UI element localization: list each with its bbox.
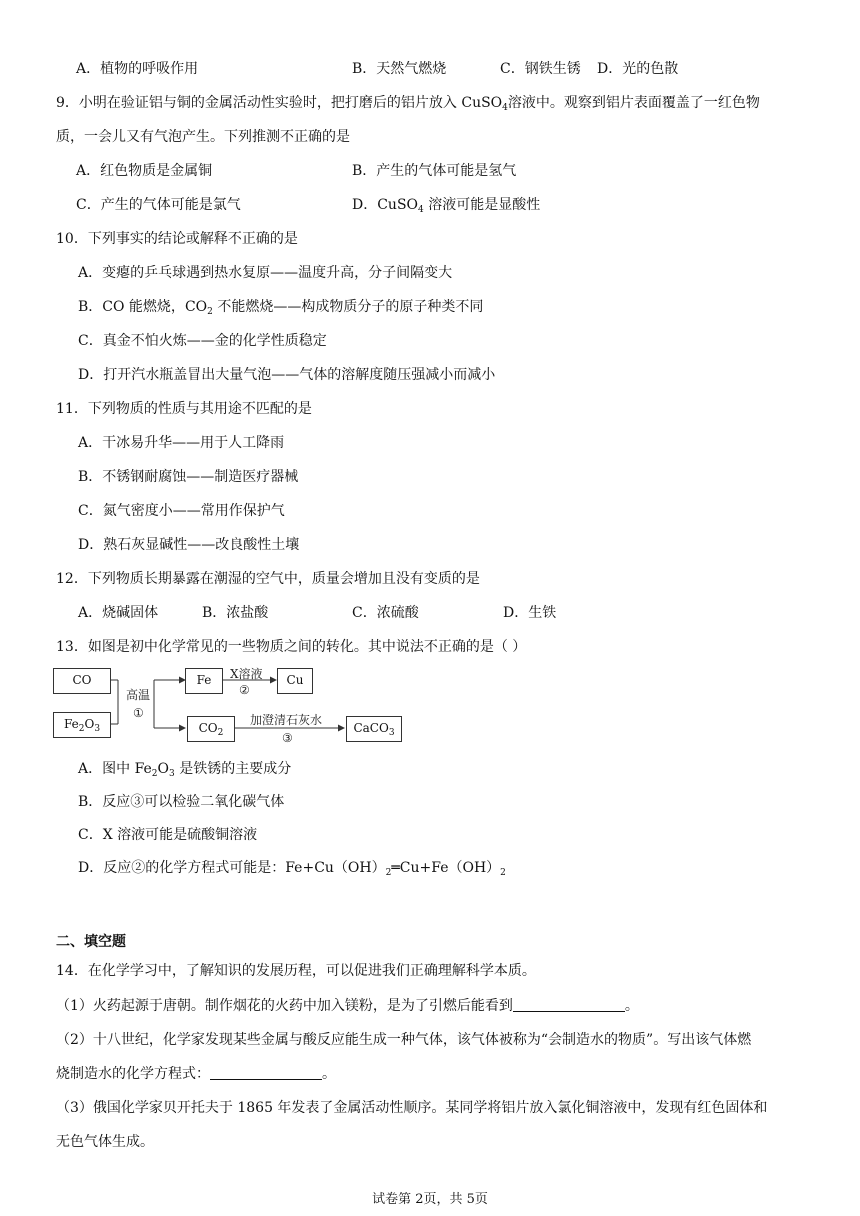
q10-option-b: B．CO 能燃烧，$CO_2$ 不能燃烧——构成物质分子的原子种类不同 <box>78 299 484 317</box>
q10-option-d: D．打开汽水瓶盖冒出大量气泡——气体的溶解度随压强减小而减小 <box>78 367 496 383</box>
q9-option-a: A．红色物质是金属铜 <box>76 163 213 179</box>
q8-option-c: C．钢铁生锈 <box>500 61 581 77</box>
q9-option-b: B．产生的气体可能是氢气 <box>352 163 517 179</box>
q8-option-a: A．植物的呼吸作用 <box>76 61 199 77</box>
box-co: CO <box>53 668 111 694</box>
q11-option-a: A．干冰易升华——用于人工降雨 <box>78 435 285 451</box>
q14-part2-line2: 烧制造水的化学方程式： 。 <box>56 1066 336 1082</box>
q11-option-c: C．氮气密度小——常用作保护气 <box>78 503 285 519</box>
q12-option-d: D．生铁 <box>503 605 557 621</box>
q13-option-b: B．反应③可以检验二氧化碳气体 <box>78 794 285 810</box>
q12-option-b: B．浓盐酸 <box>202 605 269 621</box>
answer-blank-2[interactable] <box>210 1066 322 1080</box>
q8-option-b: B．天然气燃烧 <box>352 61 447 77</box>
q10-stem: 10．下列事实的结论或解释不正确的是 <box>56 231 298 247</box>
q11-option-d: D．熟石灰显碱性——改良酸性土壤 <box>78 537 300 553</box>
q10-option-a: A．变瘪的乒乓球遇到热水复原——温度升高，分子间隔变大 <box>78 265 453 281</box>
q14-part3-line1: （3）俄国化学家贝开托夫于 1865 年发表了金属活动性顺序。某同学将铝片放入氯化铜溶液中，发现有红色固体和 <box>56 1100 768 1116</box>
q9-stem-line2: 质，一会儿又有气泡产生。下列推测不正确的是 <box>56 129 350 145</box>
box-fe: Fe <box>185 668 223 694</box>
q12-option-a: A．烧碱固体 <box>78 605 159 621</box>
box-cu: Cu <box>277 668 313 694</box>
q13-option-a: A．图中 $Fe_2O_3$ 是铁锈的主要成分 <box>78 761 292 779</box>
section-title-fill-in: 二、填空题 <box>56 934 126 950</box>
q14-part2-line1: （2）十八世纪，化学家发现某些金属与酸反应能生成一种气体，该气体被称为“会制造水的物质”。写出该气体燃 <box>56 1032 752 1048</box>
q10-option-c: C．真金不怕火炼——金的化学性质稳定 <box>78 333 327 349</box>
q9-option-c: C．产生的气体可能是氯气 <box>76 197 241 213</box>
q11-option-b: B．不锈钢耐腐蚀——制造医疗器械 <box>78 469 299 485</box>
q12-option-c: C．浓硫酸 <box>352 605 419 621</box>
box-co2: $CO_2$ <box>187 716 235 742</box>
label-reaction-1: ① <box>133 706 144 720</box>
q9-option-d: D．CuSO$_4$ 溶液可能是显酸性 <box>352 197 541 215</box>
label-reaction-2: ② <box>239 683 250 697</box>
q13-option-c: C．X 溶液可能是硫酸铜溶液 <box>78 827 258 843</box>
q9-stem-line1: 9．小明在验证铝与铜的金属活动性实验时，把打磨后的铝片放入 CuSO$_4$溶液中。观察到铝片表面覆盖了一红色物 <box>56 95 760 113</box>
answer-blank-1[interactable] <box>513 998 625 1012</box>
q14-stem: 14．在化学学习中，了解知识的发展历程，可以促进我们正确理解科学本质。 <box>56 963 536 979</box>
label-x-solution: X溶液 <box>230 667 263 681</box>
box-caco3: CaCO$_3$ <box>346 716 402 742</box>
label-add-limewater: 加澄清石灰水 <box>250 713 323 727</box>
label-reaction-3: ③ <box>282 731 293 745</box>
label-gaowen: 高温 <box>126 688 151 702</box>
box-fe2o3: $Fe_2O_3$ <box>53 712 111 738</box>
page-footer: 试卷第 2页，共 5页 <box>372 1192 488 1207</box>
q14-part3-line2: 无色气体生成。 <box>56 1134 154 1150</box>
q13-option-d: D．反应②的化学方程式可能是：$Fe+Cu(OH)_2═Cu+Fe(OH)_2$ <box>78 860 506 878</box>
q11-stem: 11．下列物质的性质与其用途不匹配的是 <box>56 401 312 417</box>
q14-part1: （1）火药起源于唐朝。制作烟花的火药中加入镁粉，是为了引燃后能看到 。 <box>56 998 639 1014</box>
q8-option-d: D．光的色散 <box>597 61 679 77</box>
q13-stem: 13．如图是初中化学常见的一些物质之间的转化。其中说法不正确的是（ ） <box>56 639 527 655</box>
q12-stem: 12．下列物质长期暴露在潮湿的空气中，质量会增加且没有变质的是 <box>56 571 480 587</box>
